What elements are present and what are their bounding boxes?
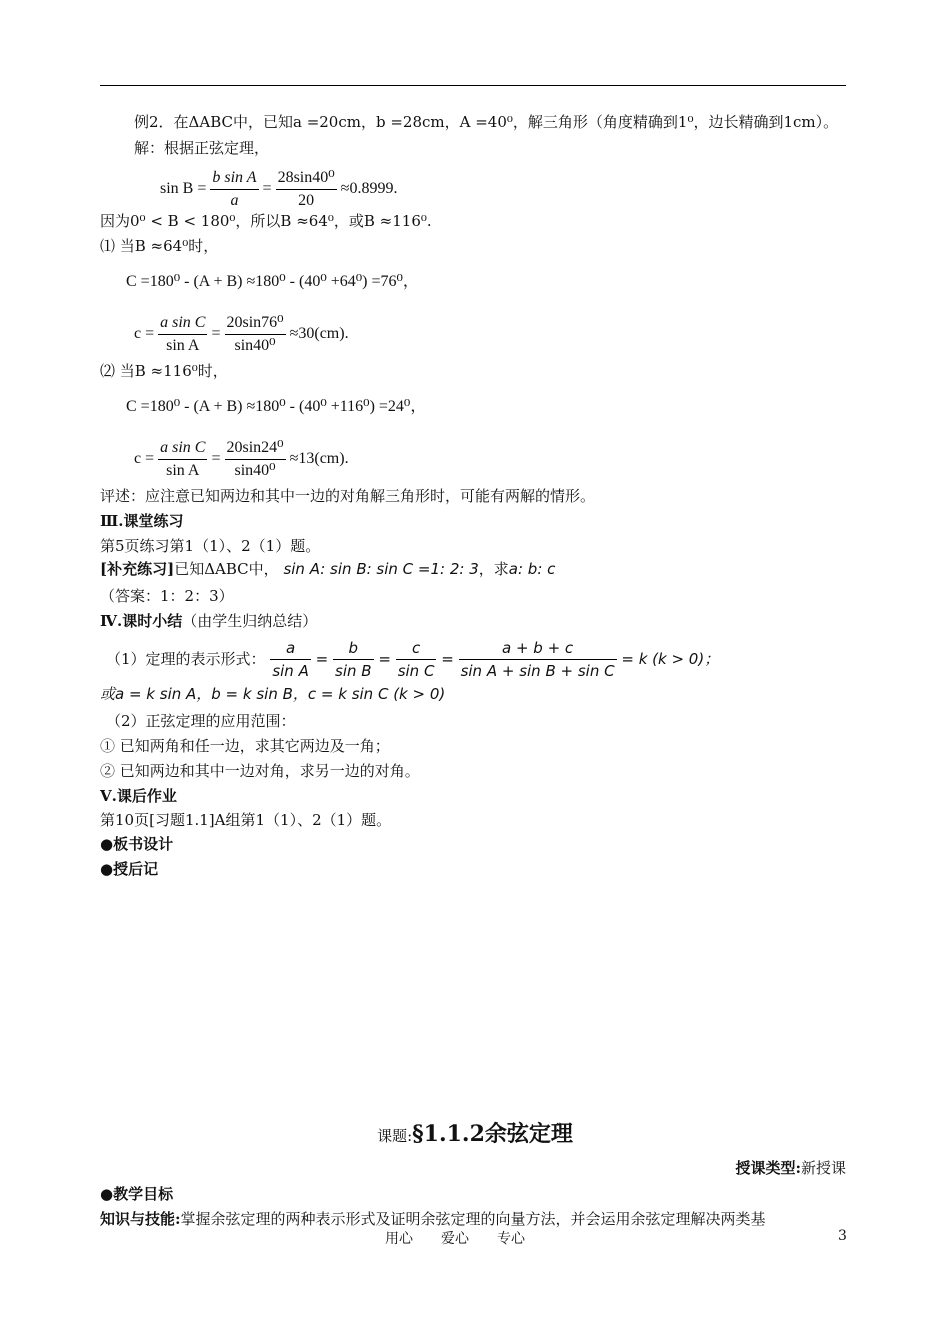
section3-heading: Ⅲ.课堂练习: [100, 512, 184, 530]
fraction: [276, 169, 337, 210]
supp-label: [补充练习]: [100, 560, 175, 578]
knowledge-line: [100, 1209, 766, 1229]
fraction-denominator: 20: [298, 191, 315, 209]
case1-angle-C: C =180⁰ - (A + B) ≈180⁰ - (40⁰ +64⁰) =76⁰，: [126, 273, 419, 290]
case2-heading: ⑵ 当B ≈116⁰时，: [100, 362, 228, 380]
knowledge-text: 掌握余弦定理的两种表示形式及证明余弦定理的向量方法，并会运用余弦定理解决两类基: [180, 1210, 766, 1228]
formula-tail: = k (k > 0)；: [621, 650, 720, 668]
equals-sign: =: [315, 650, 329, 668]
equation-sinB: [160, 168, 397, 210]
lesson-title: [0, 1117, 950, 1148]
item2-b: ② 已知两边和其中一边对角，求另一边的对角。: [100, 762, 420, 780]
page-number: 3: [838, 1228, 847, 1244]
eq-sinB-lhs: sin B =: [160, 180, 207, 197]
supplementary-exercise: [100, 559, 555, 579]
fraction-numerator: c: [396, 639, 437, 660]
fraction-numerator: a: [270, 639, 311, 660]
item2-label: （2）正弦定理的应用范围：: [106, 712, 296, 730]
fraction: [210, 169, 258, 210]
fraction: [225, 439, 286, 480]
alt-form-text: 或a = k sin A，b = k sin B，c = k sin C (k > 0): [100, 685, 446, 703]
section4-heading-text: Ⅳ.课时小结: [100, 612, 183, 630]
fraction-denominator: sin A: [166, 461, 200, 479]
theorem-forms: [106, 637, 719, 681]
fraction-denominator: sin C: [397, 662, 435, 680]
example-line-1: 例2．在ΔABC中，已知a =20cm，b =28cm，A =40⁰，解三角形（角度精确到1⁰，边长精确到1cm）。: [134, 113, 839, 131]
title-prefix: 课题:: [377, 1127, 413, 1145]
fraction-denominator: sin40⁰: [234, 461, 276, 479]
section3-line1: 第5页练习第1（1）、2（1）题。: [100, 537, 321, 555]
item2-a: ① 已知两角和任一边，求其它两边及一角；: [100, 737, 390, 755]
fraction-numerator: a + b + c: [459, 639, 617, 660]
after-class-bullet: ●授后记: [100, 860, 159, 878]
equals-sign: =: [262, 180, 272, 197]
section4-heading: [100, 611, 317, 631]
fraction: [459, 639, 617, 680]
eq-lhs: c =: [134, 450, 155, 467]
fraction: [158, 439, 207, 480]
equals-sign: =: [211, 325, 221, 342]
section5-line1: 第10页[习题1.1]A组第1（1）、2（1）题。: [100, 811, 392, 829]
equals-sign: =: [211, 450, 221, 467]
item1-label: （1）定理的表示形式：: [106, 650, 266, 668]
fraction: [225, 314, 286, 355]
fraction-denominator: sin A: [272, 662, 309, 680]
knowledge-label: 知识与技能:: [100, 1210, 181, 1228]
case1-side-c: [134, 312, 349, 356]
eq-sinB-rhs: ≈0.8999.: [340, 180, 398, 197]
header-rule: [100, 85, 846, 86]
fraction-numerator: 20sin24⁰: [225, 439, 286, 460]
eq-lhs: c =: [134, 325, 155, 342]
lesson-type-label: 授课类型:: [735, 1159, 801, 1177]
supp-text: 已知ΔABC中，: [174, 560, 279, 578]
fraction-numerator: a sin C: [158, 314, 207, 335]
fraction-denominator: a: [230, 191, 239, 209]
objectives-bullet: ●教学目标: [100, 1185, 174, 1203]
fraction: [333, 639, 374, 680]
fraction: [158, 314, 207, 355]
equals-sign: =: [441, 650, 454, 668]
theorem-formula: [270, 639, 720, 680]
example-line-2: 解：根据正弦定理，: [134, 139, 270, 157]
equals-sign: =: [378, 650, 391, 668]
theorem-alt-form: [100, 684, 445, 704]
section4-heading-note: （由学生归纳总结）: [182, 612, 318, 630]
fraction: [396, 639, 437, 680]
title-main: §1.1.2余弦定理: [412, 1121, 573, 1147]
lesson-type-value: 新授课: [800, 1159, 846, 1177]
fraction-numerator: b sin A: [210, 169, 258, 190]
footer-motto: 用心 爱心 专心: [385, 1231, 525, 1247]
fraction-denominator: sin40⁰: [234, 336, 276, 354]
fraction-numerator: b: [333, 639, 374, 660]
supp-ask: ，求: [478, 560, 509, 578]
fraction-numerator: 20sin76⁰: [225, 314, 286, 335]
eq-rhs: ≈30(cm).: [289, 325, 349, 342]
case2-angle-C: C =180⁰ - (A + B) ≈180⁰ - (40⁰ +116⁰) =24⁰，: [126, 398, 427, 415]
fraction-numerator: 28sin40⁰: [276, 169, 337, 190]
section5-heading: Ⅴ.课后作业: [100, 787, 177, 805]
lesson-type: [735, 1158, 846, 1178]
supp-target: a: b: c: [508, 560, 556, 578]
fraction-numerator: a sin C: [158, 439, 207, 460]
case1-heading: ⑴ 当B ≈64⁰时，: [100, 237, 219, 255]
supp-ratio: sin A: sin B: sin C =1: 2: 3: [283, 560, 479, 578]
fraction: [270, 639, 311, 680]
eq-rhs: ≈13(cm).: [289, 450, 349, 467]
answer-line: （答案：1：2：3）: [100, 587, 234, 605]
fraction-denominator: sin A + sin B + sin C: [460, 662, 615, 680]
fraction-denominator: sin B: [335, 662, 372, 680]
fraction-denominator: sin A: [166, 336, 200, 354]
because-line: 因为0⁰ < B < 180⁰，所以B ≈64⁰，或B ≈116⁰.: [100, 212, 432, 230]
board-design-bullet: ●板书设计: [100, 835, 174, 853]
comment-line: 评述：应注意已知两边和其中一边的对角解三角形时，可能有两解的情形。: [100, 487, 596, 505]
case2-side-c: [134, 437, 349, 481]
